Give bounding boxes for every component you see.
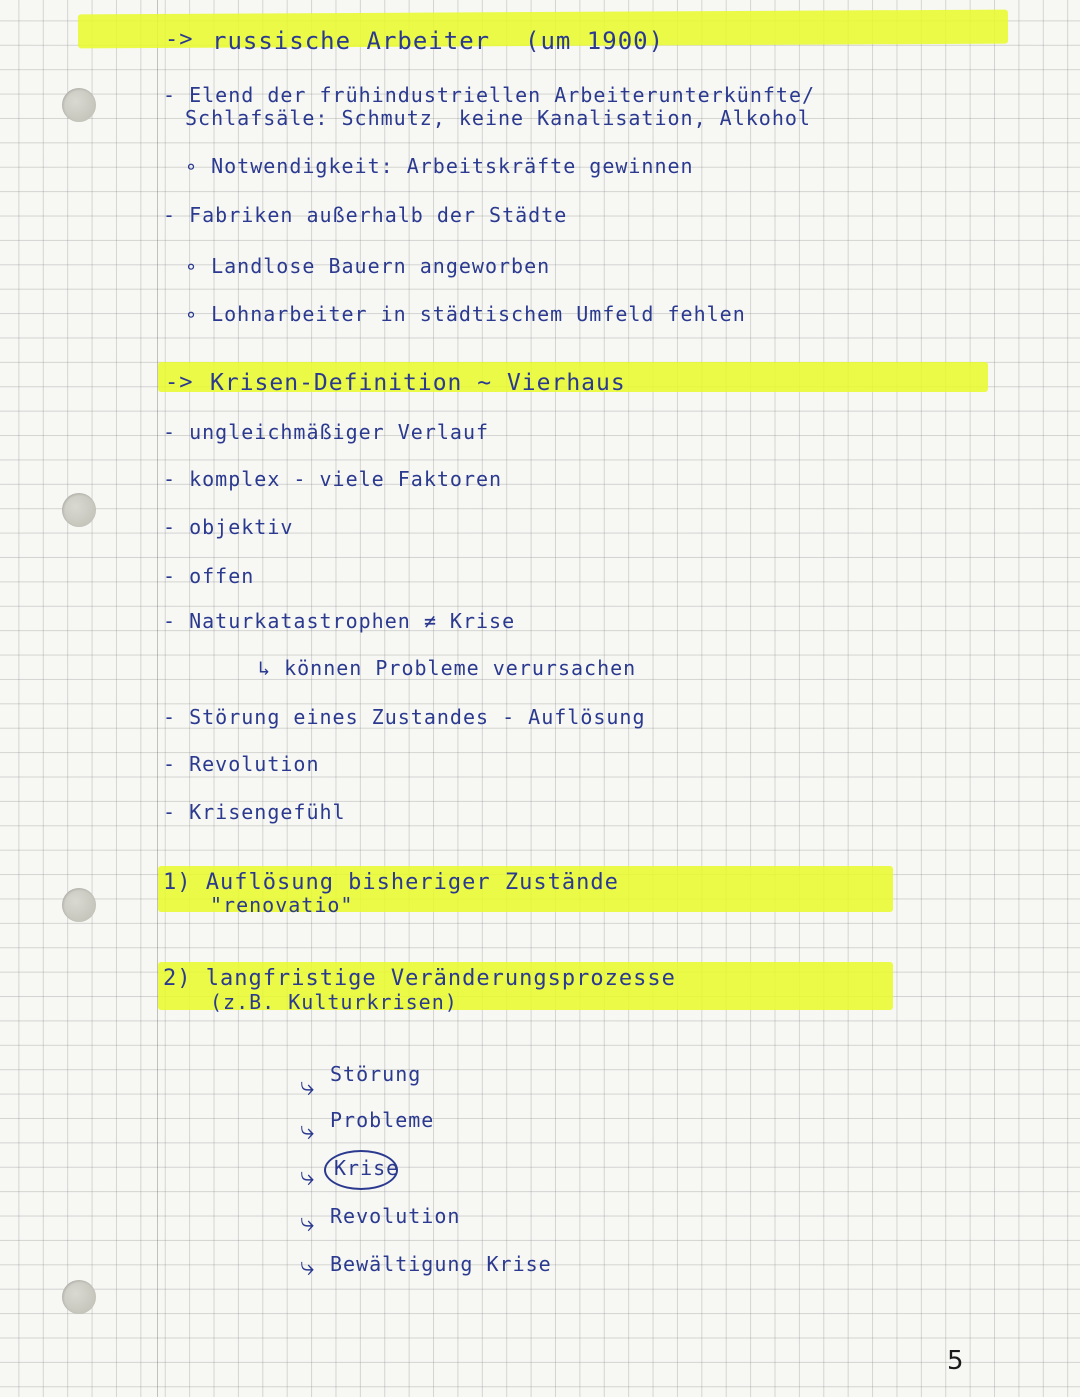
flow-step: Bewältigung Krise xyxy=(330,1252,552,1276)
point1-line1: 1) Auflösung bisheriger Zustände xyxy=(163,870,619,895)
note-line: - Störung eines Zustandes - Auflösung xyxy=(163,705,646,729)
note-line: - objektiv xyxy=(163,515,294,539)
margin-line xyxy=(157,0,158,1397)
flow-step: Revolution xyxy=(330,1204,461,1228)
section2-arrow: -> xyxy=(165,370,194,395)
punch-hole xyxy=(62,888,96,922)
note-line: - komplex - viele Faktoren xyxy=(163,467,503,491)
section1-title-note: (um 1900) xyxy=(525,27,665,55)
flow-arrow-icon: ⤷ xyxy=(300,1072,315,1102)
note-line: - Naturkatastrophen ≠ Krise xyxy=(163,609,516,633)
note-line: ∘ Landlose Bauern angeworben xyxy=(185,254,551,278)
punch-hole xyxy=(62,1280,96,1314)
flow-arrow-icon: ⤷ xyxy=(300,1162,315,1192)
punch-hole xyxy=(62,88,96,122)
note-line: - ungleichmäßiger Verlauf xyxy=(163,420,490,444)
section1-arrow: -> xyxy=(165,27,194,52)
note-line: Schlafsäle: Schmutz, keine Kanalisation, Alkohol xyxy=(185,106,811,130)
point2-line2: (z.B. Kulturkrisen) xyxy=(210,990,458,1014)
note-line: ↳ können Probleme verursachen xyxy=(258,656,637,680)
note-line: - Krisengefühl xyxy=(163,800,346,824)
punch-hole xyxy=(62,493,96,527)
point2-line1: 2) langfristige Veränderungsprozesse xyxy=(163,966,676,991)
note-line: - offen xyxy=(163,564,255,588)
flow-arrow-icon: ⤷ xyxy=(300,1208,315,1238)
note-line: - Revolution xyxy=(163,752,320,776)
note-line: ∘ Notwendigkeit: Arbeitskräfte gewinnen xyxy=(185,154,694,178)
flow-step: Krise xyxy=(334,1156,400,1180)
page-number: 5 xyxy=(947,1346,964,1376)
section1-title: russische Arbeiter xyxy=(212,27,491,55)
point1-line2: "renovatio" xyxy=(210,893,354,917)
section2-title: Krisen-Definition ~ Vierhaus xyxy=(210,370,626,396)
flow-arrow-icon: ⤷ xyxy=(300,1116,315,1146)
flow-arrow-icon: ⤷ xyxy=(300,1252,315,1282)
note-line: - Fabriken außerhalb der Städte xyxy=(163,203,568,227)
note-line: ∘ Lohnarbeiter in städtischem Umfeld fehlen xyxy=(185,302,746,326)
flow-step: Störung xyxy=(330,1062,422,1086)
note-line: - Elend der frühindustriellen Arbeiterunterkünfte/ xyxy=(163,83,816,107)
flow-step: Probleme xyxy=(330,1108,435,1132)
